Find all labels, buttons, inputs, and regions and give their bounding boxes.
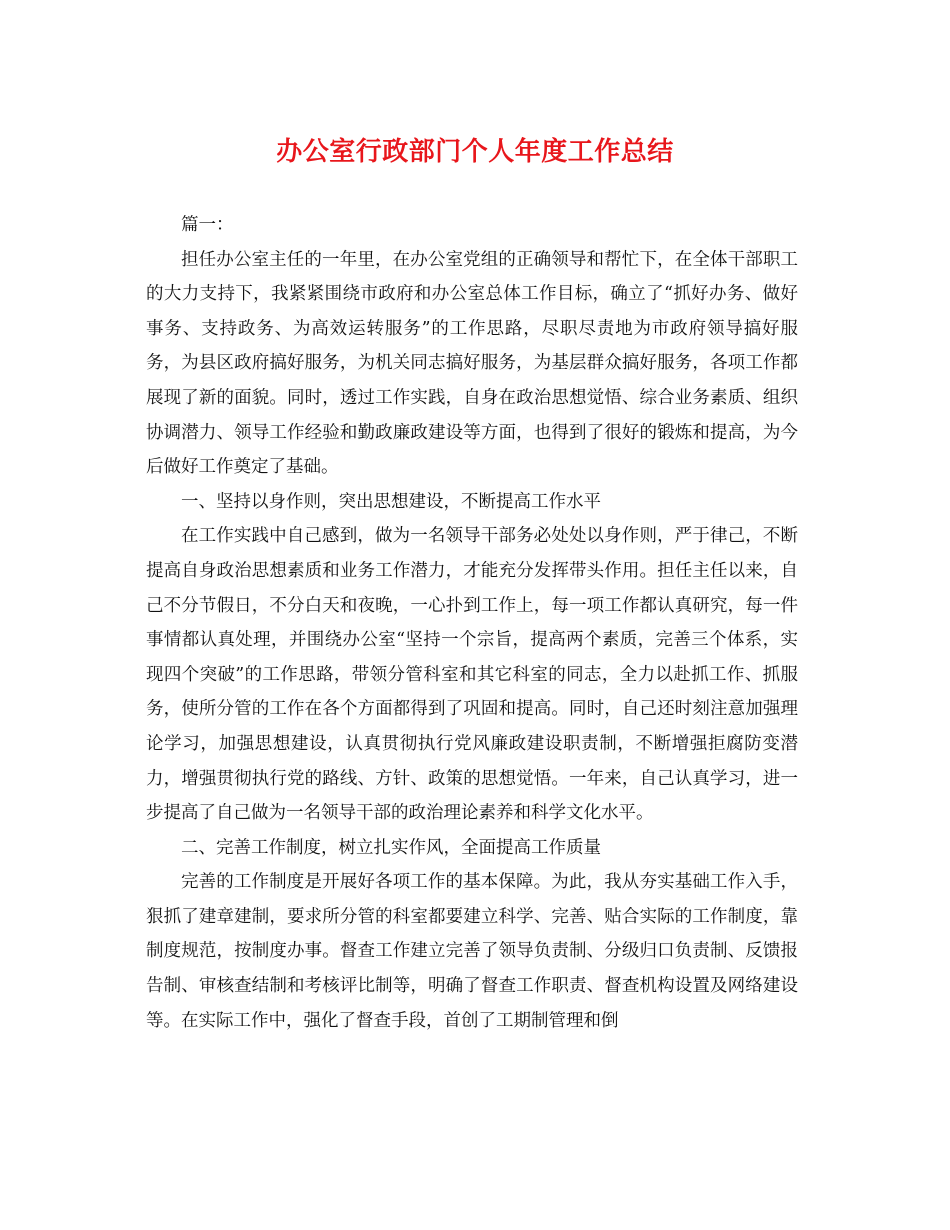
paragraph-section-two: 完善的工作制度是开展好各项工作的基本保障。为此，我从夯实基础工作入手，狠抓了建章建制，要求所分管的科室都要建立科学、完善、贴合实际的工作制度，靠制度规范，按制度办事。督查工作建立完善了领导负责制、分级归口负责制、反馈报告制、审核查结制和考核评比制等，明确了督查工作职责、督查机构设置及网络建设等。在实际工作中，强化了督查手段，首创了工期制管理和倒 [146, 872, 798, 1031]
document-body [146, 208, 798, 1038]
heading-section-one: 一、坚持以身作则，突出思想建设，不断提高工作水平 [181, 491, 601, 512]
paragraph-section-one: 在工作实践中自己感到，做为一名领导干部务必处处以身作则，严于律己，不断提高自身政治思想素质和业务工作潜力，才能充分发挥带头作用。担任主任以来，自己不分节假日，不分白天和夜晚，一心扑到工作上，每一项工作都认真研究，每一件事情都认真处理，并围绕办公室“坚持一个宗旨，提高两个素质，完善三个体系，实现四个突破”的工作思路，带领分管科室和其它科室的同志，全力以赴抓工作、抓服务，使所分管的工作在各个方面都得到了巩固和提高。同时，自己还时刻注意加强理论学习，加强思想建设，认真贯彻执行党风廉政建设职责制，不断增强拒腐防变潜力，增强贯彻执行党的路线、方针、政策的思想觉悟。一年来，自己认真学习，进一步提高了自己做为一名领导干部的政治理论素养和科学文化水平。 [146, 526, 798, 824]
document-title: 办公室行政部门个人年度工作总结 [276, 137, 674, 167]
paragraph-section-label: 篇一： [181, 215, 234, 235]
paragraph-intro: 担任办公室主任的一年里，在办公室党组的正确领导和帮忙下，在全体干部职工的大力支持下，我紧紧围绕市政府和办公室总体工作目标，确立了“抓好办务、做好事务、支持政务、为高效运转服务”的工作思路，尽职尽责地为市政府领导搞好服务，为县区政府搞好服务，为机关同志搞好服务，为基层群众搞好服务，各项工作都展现了新的面貌。同时，透过工作实践，自身在政治思想觉悟、综合业务素质、组织协调潜力、领导工作经验和勤政廉政建设等方面，也得到了很好的锻炼和提高，为今后做好工作奠定了基础。 [146, 249, 798, 478]
heading-section-two: 二、完善工作制度，树立扎实作风，全面提高工作质量 [181, 837, 601, 858]
